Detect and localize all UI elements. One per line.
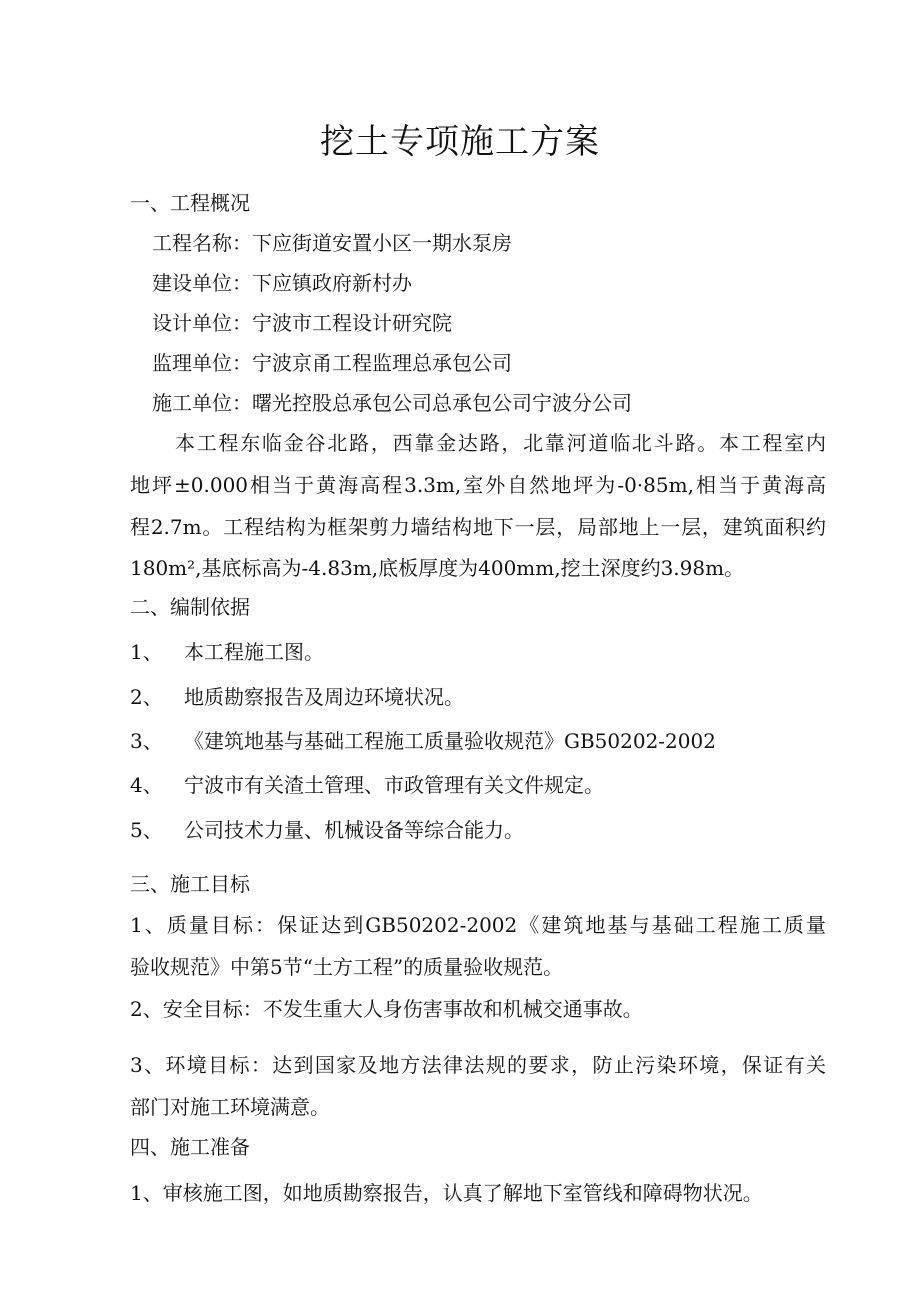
list-item: 宁波市有关渣土管理、市政管理有关文件规定。 bbox=[184, 773, 604, 797]
list-number: 3、 bbox=[130, 729, 163, 753]
project-name-line bbox=[152, 228, 512, 258]
info-value: 曙光控股总承包公司总承包公司宁波分公司 bbox=[252, 391, 632, 415]
overview-paragraph-line: 本工程东临金谷北路，西靠金达路，北靠河道临北斗路。本工程室内 bbox=[175, 431, 826, 455]
info-label: 施工单位： bbox=[152, 391, 252, 415]
builder-line bbox=[152, 268, 412, 298]
goal-line: 部门对施工环境满意。 bbox=[130, 1095, 330, 1119]
info-value: 宁波市工程设计研究院 bbox=[252, 311, 452, 335]
list-item: 公司技术力量、机械设备等综合能力。 bbox=[184, 818, 524, 842]
info-label: 工程名称： bbox=[152, 231, 252, 255]
info-value: 下应镇政府新村办 bbox=[252, 271, 412, 295]
list-number: 4、 bbox=[130, 773, 163, 797]
designer-line bbox=[152, 308, 452, 338]
info-label: 设计单位： bbox=[152, 311, 252, 335]
list-item: 本工程施工图。 bbox=[184, 640, 324, 664]
overview-paragraph-line: 地坪±0.000相当于黄海高程3.3m,室外自然地坪为-0·85m,相当于黄海高 bbox=[130, 473, 826, 497]
overview-paragraph-line: 180m²,基底标高为-4.83m,底板厚度为400mm,挖土深度约3.98m。 bbox=[130, 556, 745, 580]
list-number: 1、 bbox=[130, 640, 163, 664]
list-number: 2、 bbox=[130, 685, 163, 709]
page-title: 挖土专项施工方案 bbox=[320, 122, 600, 162]
contractor-line bbox=[152, 388, 632, 418]
section-heading-prep: 四、施工准备 bbox=[130, 1135, 250, 1159]
section-heading-basis: 二、编制依据 bbox=[130, 595, 250, 619]
goal-line: 2、安全目标：不发生重大人身伤害事故和机械交通事故。 bbox=[130, 997, 643, 1021]
list-number: 5、 bbox=[130, 818, 163, 842]
supervisor-line bbox=[152, 348, 512, 378]
goal-line: 验收规范》中第5节“土方工程”的质量验收规范。 bbox=[130, 955, 564, 979]
overview-paragraph-line: 程2.7m。工程结构为框架剪力墙结构地下一层，局部地上一层，建筑面积约 bbox=[130, 515, 826, 539]
goal-line: 3、环境目标：达到国家及地方法律法规的要求，防止污染环境，保证有关 bbox=[130, 1053, 826, 1077]
section-heading-goals: 三、施工目标 bbox=[130, 872, 250, 896]
info-value: 下应街道安置小区一期水泵房 bbox=[252, 231, 512, 255]
info-label: 建设单位： bbox=[152, 271, 252, 295]
section-heading-overview: 一、工程概况 bbox=[130, 191, 250, 215]
list-item: 地质勘察报告及周边环境状况。 bbox=[184, 685, 464, 709]
goal-line: 1、质量目标：保证达到GB50202-2002《建筑地基与基础工程施工质量 bbox=[130, 913, 826, 937]
info-value: 宁波京甬工程监理总承包公司 bbox=[252, 351, 512, 375]
list-item: 《建筑地基与基础工程施工质量验收规范》GB50202-2002 bbox=[184, 729, 716, 753]
info-label: 监理单位： bbox=[152, 351, 252, 375]
prep-line: 1、审核施工图，如地质勘察报告，认真了解地下室管线和障碍物状况。 bbox=[130, 1181, 763, 1205]
